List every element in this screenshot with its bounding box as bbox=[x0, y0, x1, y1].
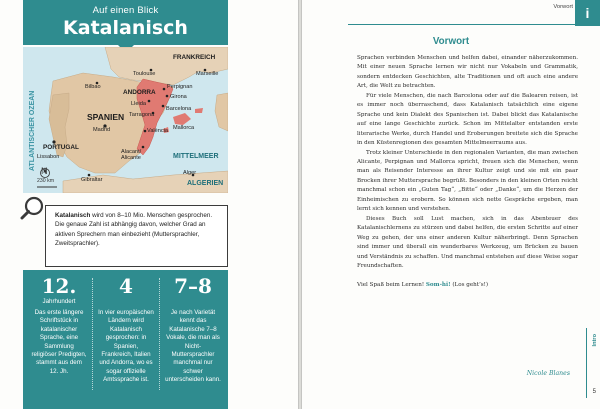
dot-gibraltar bbox=[88, 174, 91, 177]
paragraph: Dieses Buch soll Lust machen, sich in das Abenteuer des Katalanischlernens zu stürzen und dabei helfen, die ersten Schritte auf einer Weg zu gehen, der uns einer anderen Kultur näherbringt. Denn Sprachen sind immer und überall ein wunderbares Werkzeug, um Brücken zu bauen und Verständnis zu schaffen. Und manchmal entstehen auf diese Weise sogar Freundschaften. bbox=[357, 215, 578, 269]
stat-number: 4 bbox=[119, 274, 133, 298]
label-alacant: Alacant/ Alicante bbox=[121, 149, 142, 161]
stat-number: 12. bbox=[41, 274, 77, 298]
label-spanien: SPANIEN bbox=[87, 112, 125, 122]
dot-lleida bbox=[148, 100, 151, 103]
dot-valencia bbox=[144, 130, 147, 133]
paragraph: Trotz kleiner Unterschiede in den regionalen Varianten, die man zwischen Alicante, Perpignan und Mallorca spricht, freuen sich die Menschen, wenn man als Reisender Interesse an ihrer Kultur zeigt und sie mit ein paar Brocken ihrer Muttersprache begrüßt. Besonders in den kleinen Orten reicht manchmal schon ein „Guten Tag“, „Bitte“ oder „Danke“, um die Herzen der Einheimischen zu erobern. So können sich nette Gespräche ergeben, man lernt sich kennen und verstehen. bbox=[357, 149, 578, 213]
menorca-island bbox=[195, 108, 203, 113]
label-lissabon: Lissabon bbox=[37, 154, 60, 160]
label-alger: Alger bbox=[183, 170, 197, 176]
label-toulouse: Toulouse bbox=[133, 71, 156, 77]
label-girona: Girona bbox=[170, 94, 187, 100]
closing-catalan: Som-hi! bbox=[425, 281, 451, 288]
stat-divider bbox=[159, 278, 160, 390]
label-mittelmeer: MITTELMEER bbox=[173, 153, 219, 160]
label-madrid: Madrid bbox=[93, 127, 111, 133]
label-bilbao: Bilbao bbox=[85, 84, 101, 90]
label-algerien: ALGERIEN bbox=[187, 180, 224, 187]
stat-column bbox=[96, 270, 156, 385]
stat-text: In vier europäischen Ländern wird Katalanisch gesprochen: in Spanien, Frankreich, Italien und Andorra, wo es sogar offizielle Amtssprache ist. bbox=[98, 309, 154, 384]
closing-line bbox=[357, 281, 578, 290]
label-perpignan: Perpignan bbox=[167, 84, 193, 90]
closing-text: Viel Spaß beim Lernen! bbox=[357, 281, 425, 288]
page-number: 5 bbox=[592, 389, 596, 395]
label-frankreich: FRANKREICH bbox=[173, 54, 216, 61]
dot-barcelona bbox=[162, 105, 165, 108]
dot-alacant bbox=[142, 146, 145, 149]
stat-text: Das erste längere Schriftstück in katalanischer Sprache, eine Sammlung religiöser Predigten, stammt aus dem 12. Jh. bbox=[31, 309, 87, 375]
kicker-text: Auf einen Blick bbox=[92, 5, 159, 16]
info-icon: i bbox=[575, 0, 600, 26]
info-lead: Katalanisch bbox=[55, 212, 91, 219]
mallorca-island bbox=[173, 113, 191, 125]
stat-text: Je nach Varietät kennt das Katalanische 7–8 Vokale, die man als Nicht-Muttersprachler manchmal nur schwer unterscheiden kann. bbox=[165, 309, 221, 384]
closing-paren: (Los geht’s!) bbox=[452, 281, 489, 288]
section-title: Vorwort bbox=[432, 36, 470, 47]
label-marseille: Marseille bbox=[196, 71, 219, 77]
stat-number: 7–8 bbox=[174, 274, 212, 298]
label-andorra: ANDORRA bbox=[123, 89, 156, 96]
label-portugal: PORTUGAL bbox=[43, 144, 79, 151]
header-rule bbox=[348, 24, 600, 25]
sardinia-island bbox=[215, 93, 228, 131]
paragraph: Sprachen verbinden Menschen und helfen dabei, einander näherzukommen. Mit einer neuen Sprache lernen wir nicht nur Vokabeln und Grammatik, sondern entdecken Geschichten, alte Traditionen und oft auch eine andere Art, die Welt zu betrachten. bbox=[357, 55, 578, 90]
label-mallorca: Mallorca bbox=[173, 125, 195, 131]
paragraph: Für viele Menschen, die nach Barcelona oder auf die Balearen reisen, ist es immer noch überraschend, dass Katalanisch tatsächlich eine eigene Sprache und kein Dialekt des Spanischen ist. Dabei blickt das Katalanische auf eine lange Geschichte zurück. Schon im Mittelalter entstanden erste literarische Werke, durch Handel und Eroberungen breitete sich die Sprache in den Küstenregionen des gesamten Mittelmeerraums aus. bbox=[357, 92, 578, 147]
stat-divider bbox=[92, 278, 93, 390]
info-box bbox=[45, 205, 228, 267]
label-barcelona: Barcelona bbox=[166, 106, 192, 112]
info-text: wird von 8–10 Mio. Menschen gesprochen. Die genaue Zahl ist abhängig davon, welcher Grad an aktiven Sprechern man einbezieht (Muttersprachler, Zweitsprachler). bbox=[55, 212, 213, 248]
title-banner bbox=[23, 0, 228, 45]
label-gibraltar: Gibraltar bbox=[81, 177, 103, 183]
stats-panel bbox=[23, 270, 228, 409]
label-tarragona: Tarragona bbox=[129, 112, 155, 118]
dot-girona bbox=[166, 95, 169, 98]
page-title: Katalanisch bbox=[63, 17, 188, 39]
label-valencia: València bbox=[147, 128, 169, 134]
ocean-label: ATLANTISCHER OZEAN bbox=[29, 90, 36, 172]
left-page bbox=[0, 0, 298, 409]
region-map bbox=[23, 47, 228, 193]
right-page bbox=[302, 0, 600, 409]
author-signature: Nicole Blanes bbox=[526, 370, 570, 377]
dot-perpignan bbox=[163, 88, 166, 91]
side-tab-label: Intro bbox=[592, 334, 598, 347]
stat-column bbox=[29, 270, 89, 376]
label-lleida: Lleida bbox=[131, 101, 146, 107]
stat-subtitle: Jahrhundert bbox=[42, 298, 76, 305]
running-header: Vorwort bbox=[553, 4, 573, 10]
stat-column bbox=[163, 270, 223, 385]
magnifier-icon bbox=[20, 195, 46, 221]
foreword-body bbox=[357, 54, 578, 290]
compass-letter: N bbox=[41, 166, 48, 176]
map-drawing bbox=[23, 47, 228, 193]
scale-label: 230 km bbox=[37, 178, 55, 184]
